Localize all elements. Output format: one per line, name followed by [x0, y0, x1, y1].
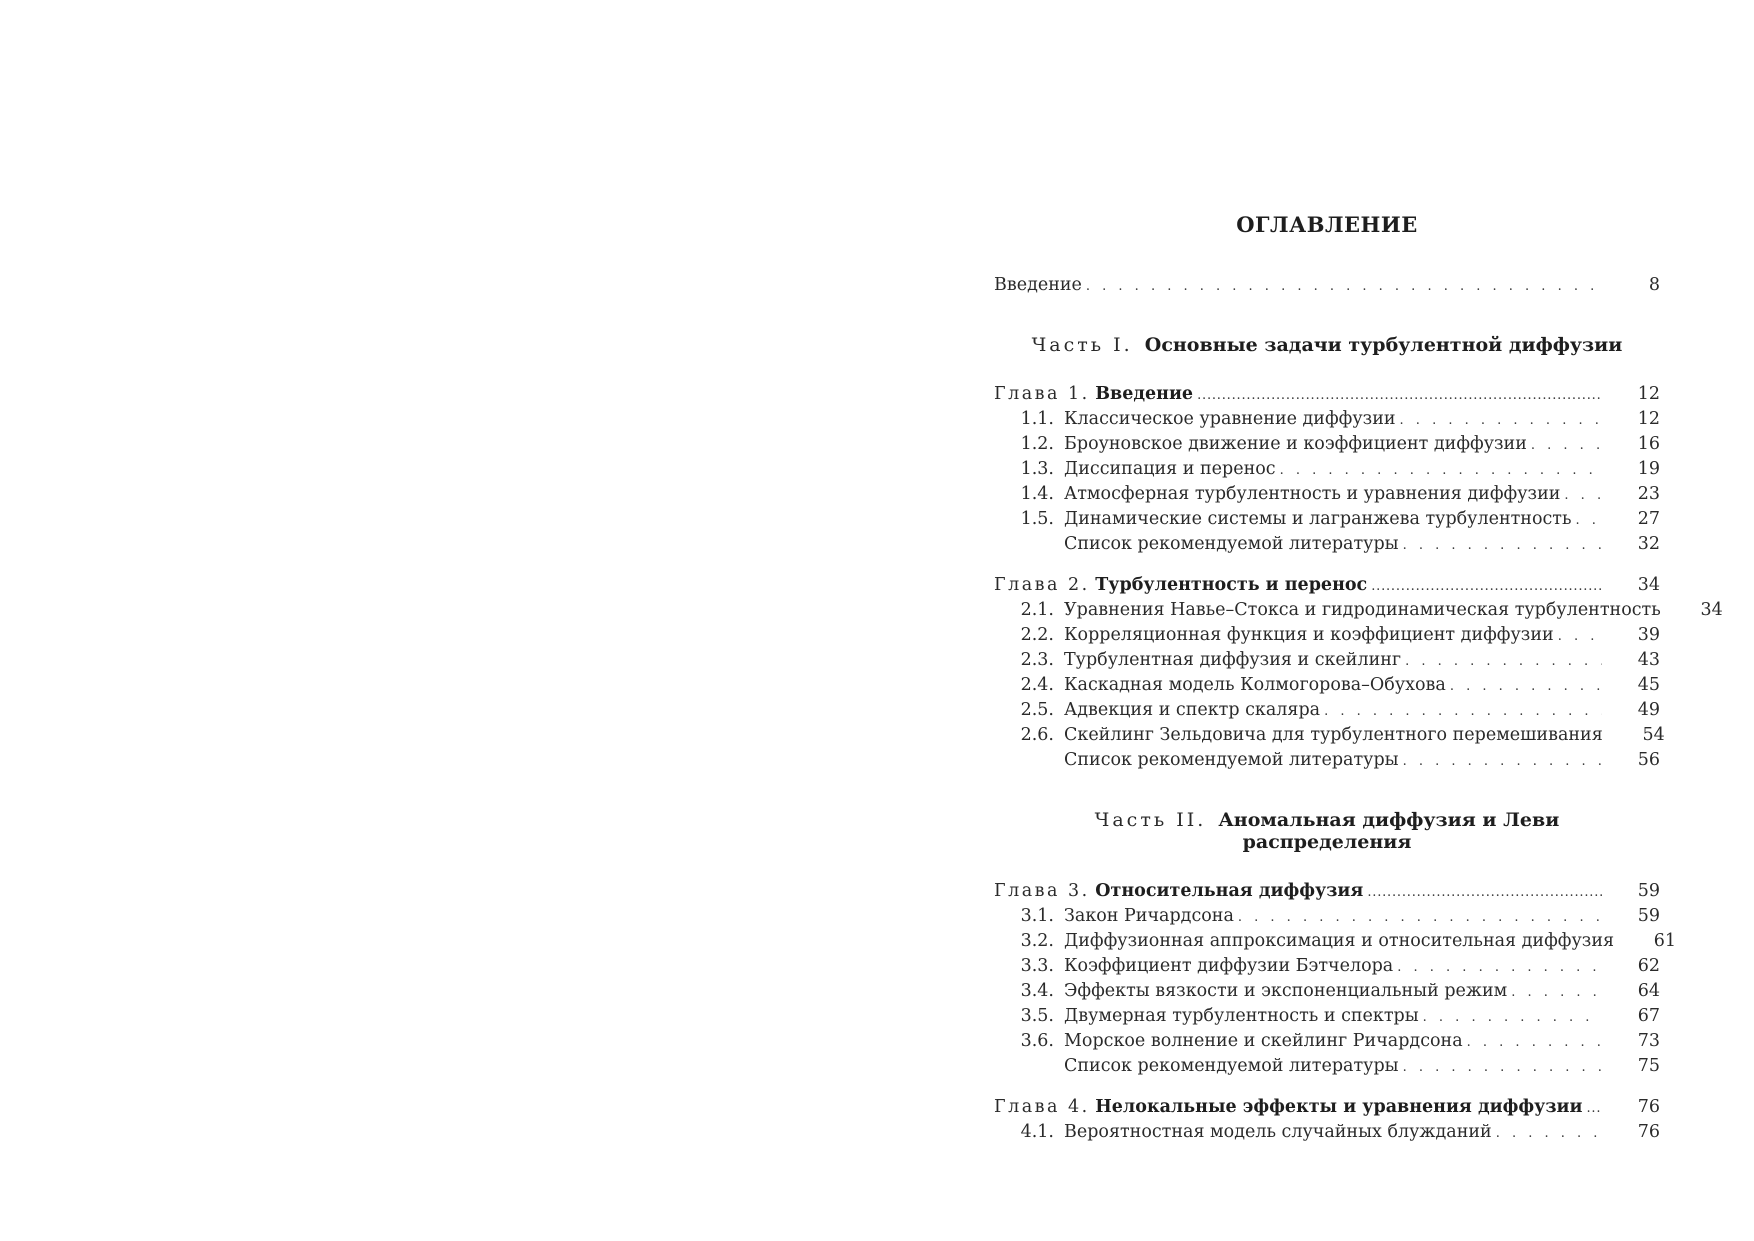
section-number: 2.2. [1020, 625, 1054, 645]
chapter-title: Относительная диффузия [1095, 881, 1364, 901]
part-heading [994, 334, 1660, 356]
section-title: Адвекция и спектр скаляра [1064, 700, 1321, 720]
toc-section-entry[interactable] [994, 482, 1660, 507]
toc-section-entry[interactable] [994, 723, 1665, 748]
section-page: 59 [1637, 906, 1660, 926]
toc-section-entry[interactable] [994, 954, 1660, 979]
toc-section-entry[interactable] [994, 698, 1660, 723]
section-title: Атмосферная турбулентность и уравнения диффузии [1064, 484, 1561, 504]
section-number: 3.3. [1020, 956, 1054, 976]
leader-dots [1496, 1121, 1602, 1146]
part-label: Часть II. [1094, 809, 1207, 831]
toc-section-entry[interactable] [994, 979, 1660, 1004]
section-number: 2.3. [1020, 650, 1054, 670]
toc-section-entry[interactable] [994, 432, 1660, 457]
section-page: 32 [1637, 534, 1660, 554]
section-number: 1.3. [1020, 459, 1054, 479]
section-number: 3.6. [1020, 1031, 1054, 1051]
leader-dots [1450, 674, 1602, 699]
section-page: 54 [1642, 725, 1665, 745]
leader-dots [1238, 905, 1602, 930]
section-number: 3.5. [1020, 1006, 1054, 1026]
section-title: Корреляционная функция и коэффициент диффузии [1064, 625, 1554, 645]
section-page: 61 [1653, 931, 1677, 951]
chapter-page: 59 [1637, 881, 1660, 901]
section-title: Скейлинг Зельдовича для турбулентного перемешивания [1064, 725, 1603, 745]
chapter-page: 34 [1637, 575, 1660, 595]
leader-dots [1371, 574, 1602, 599]
section-title: Закон Ричардсона [1064, 906, 1234, 926]
leader-dots [1558, 624, 1602, 649]
toc-section-entry[interactable] [994, 1054, 1660, 1079]
leader-dots [1531, 433, 1602, 458]
part-name-line2: распределения [1242, 831, 1412, 853]
toc-title: ОГЛАВЛЕНИЕ [1236, 212, 1418, 237]
chapter-label: Глава 4. Нелокальные эффекты и уравнения диффузии [994, 1097, 1583, 1117]
leader-dots [1400, 408, 1602, 433]
section-number: 3.1. [1020, 906, 1054, 926]
leader-dots [1564, 483, 1602, 508]
section-page: 56 [1637, 750, 1660, 770]
section-page: 39 [1637, 625, 1660, 645]
toc-chapter-entry[interactable] [994, 879, 1660, 904]
section-title: Диффузионная аппроксимация и относительная диффузия [1064, 931, 1615, 951]
section-number: 3.2. [1020, 931, 1054, 951]
chapter-label: Глава 3. Относительная диффузия [994, 881, 1364, 901]
section-title: Диссипация и перенос [1064, 459, 1276, 479]
section-page: 49 [1637, 700, 1660, 720]
section-page: 64 [1637, 981, 1660, 1001]
section-title: Список рекомендуемой литературы [1064, 1056, 1399, 1076]
section-page: 27 [1637, 509, 1660, 529]
section-number: 4.1. [1020, 1122, 1054, 1142]
toc-chapter-entry[interactable] [994, 1095, 1660, 1120]
toc-chapter-entry[interactable] [994, 382, 1660, 407]
section-title: Двумерная турбулентность и спектры [1064, 1006, 1419, 1026]
intro-label: Введение [994, 275, 1082, 295]
chapter-label: Глава 2. Турбулентность и перенос [994, 575, 1368, 595]
part-label: Часть I. [1031, 334, 1133, 356]
toc-chapter-entry[interactable] [994, 573, 1660, 598]
toc-section-entry[interactable] [994, 748, 1660, 773]
section-page: 43 [1637, 650, 1660, 670]
toc-section-entry[interactable] [994, 457, 1660, 482]
leader-dots [1367, 880, 1602, 905]
toc-section-entry[interactable] [994, 1029, 1660, 1054]
section-number: 2.1. [1020, 600, 1054, 620]
toc-section-entry[interactable] [994, 598, 1723, 623]
section-page: 23 [1637, 484, 1660, 504]
section-title: Вероятностная модель случайных блужданий [1064, 1122, 1492, 1142]
part-name: Основные задачи турбулентной диффузии [1144, 334, 1623, 356]
chapter-page: 12 [1637, 384, 1660, 404]
toc-section-entry[interactable] [994, 407, 1660, 432]
part-name: Аномальная диффузия и Леви [1218, 809, 1560, 831]
leader-dots [1324, 699, 1602, 724]
section-number: 2.6. [1020, 725, 1054, 745]
toc-parts [994, 334, 1723, 1145]
leader-dots [1511, 980, 1602, 1005]
chapter-page: 76 [1637, 1097, 1660, 1117]
toc-section-entry[interactable] [994, 648, 1660, 673]
leader-dots [1423, 1005, 1602, 1030]
leader-dots [1197, 383, 1602, 408]
leader-dots [1403, 749, 1602, 774]
leader-dots [1280, 458, 1602, 483]
section-page: 16 [1637, 434, 1660, 454]
leader-dots [1397, 955, 1602, 980]
section-page: 19 [1637, 459, 1660, 479]
leader-dots [1467, 1030, 1602, 1055]
section-title: Коэффициент диффузии Бэтчелора [1064, 956, 1394, 976]
chapter-title: Введение [1095, 384, 1194, 404]
toc-section-entry[interactable] [994, 904, 1660, 929]
section-page: 73 [1637, 1031, 1660, 1051]
section-number: 1.1. [1020, 409, 1054, 429]
section-number: 1.4. [1020, 484, 1054, 504]
section-number: 2.4. [1020, 675, 1054, 695]
section-title: Броуновское движение и коэффициент диффузии [1064, 434, 1527, 454]
section-page: 76 [1637, 1122, 1660, 1142]
section-page: 62 [1637, 956, 1660, 976]
leader-dots [1403, 533, 1602, 558]
toc-section-entry[interactable] [994, 929, 1677, 954]
intro-page: 8 [1648, 275, 1660, 295]
section-page: 12 [1637, 409, 1660, 429]
section-title: Список рекомендуемой литературы [1064, 534, 1399, 554]
toc-section-entry[interactable] [994, 1004, 1660, 1029]
section-number: 1.2. [1020, 434, 1054, 454]
chapter-label: Глава 1. Введение [994, 384, 1194, 404]
section-page: 34 [1700, 600, 1723, 620]
leader-dots [1403, 1055, 1602, 1080]
section-title: Каскадная модель Колмогорова–Обухова [1064, 675, 1446, 695]
section-number: 1.5. [1020, 509, 1054, 529]
toc-section-entry[interactable] [994, 507, 1660, 532]
leader-dots [1405, 649, 1602, 674]
section-number: 3.4. [1020, 981, 1054, 1001]
section-number: 2.5. [1020, 700, 1054, 720]
table-of-contents [994, 212, 1723, 1145]
section-page: 45 [1637, 675, 1660, 695]
chapter-title: Турбулентность и перенос [1095, 575, 1368, 595]
section-title: Уравнения Навье–Стокса и гидродинамическая турбулентность [1064, 600, 1661, 620]
leader-dots [1576, 508, 1602, 533]
section-title: Классическое уравнение диффузии [1064, 409, 1396, 429]
toc-intro-entry[interactable] [994, 273, 1660, 298]
section-page: 75 [1637, 1056, 1660, 1076]
toc-section-entry[interactable] [994, 532, 1660, 557]
section-title: Эффекты вязкости и экспоненциальный режим [1064, 981, 1508, 1001]
section-page: 67 [1637, 1006, 1660, 1026]
section-title: Турбулентная диффузия и скейлинг [1064, 650, 1402, 670]
toc-section-entry[interactable] [994, 623, 1660, 648]
leader-dots [1086, 274, 1602, 299]
section-title: Морское волнение и скейлинг Ричардсона [1064, 1031, 1463, 1051]
toc-section-entry[interactable] [994, 1120, 1660, 1145]
section-title: Список рекомендуемой литературы [1064, 750, 1399, 770]
leader-dots [1587, 1096, 1603, 1121]
part-heading [994, 809, 1660, 853]
chapter-title: Нелокальные эффекты и уравнения диффузии [1095, 1097, 1583, 1117]
section-title: Динамические системы и лагранжева турбулентность [1064, 509, 1572, 529]
toc-section-entry[interactable] [994, 673, 1660, 698]
